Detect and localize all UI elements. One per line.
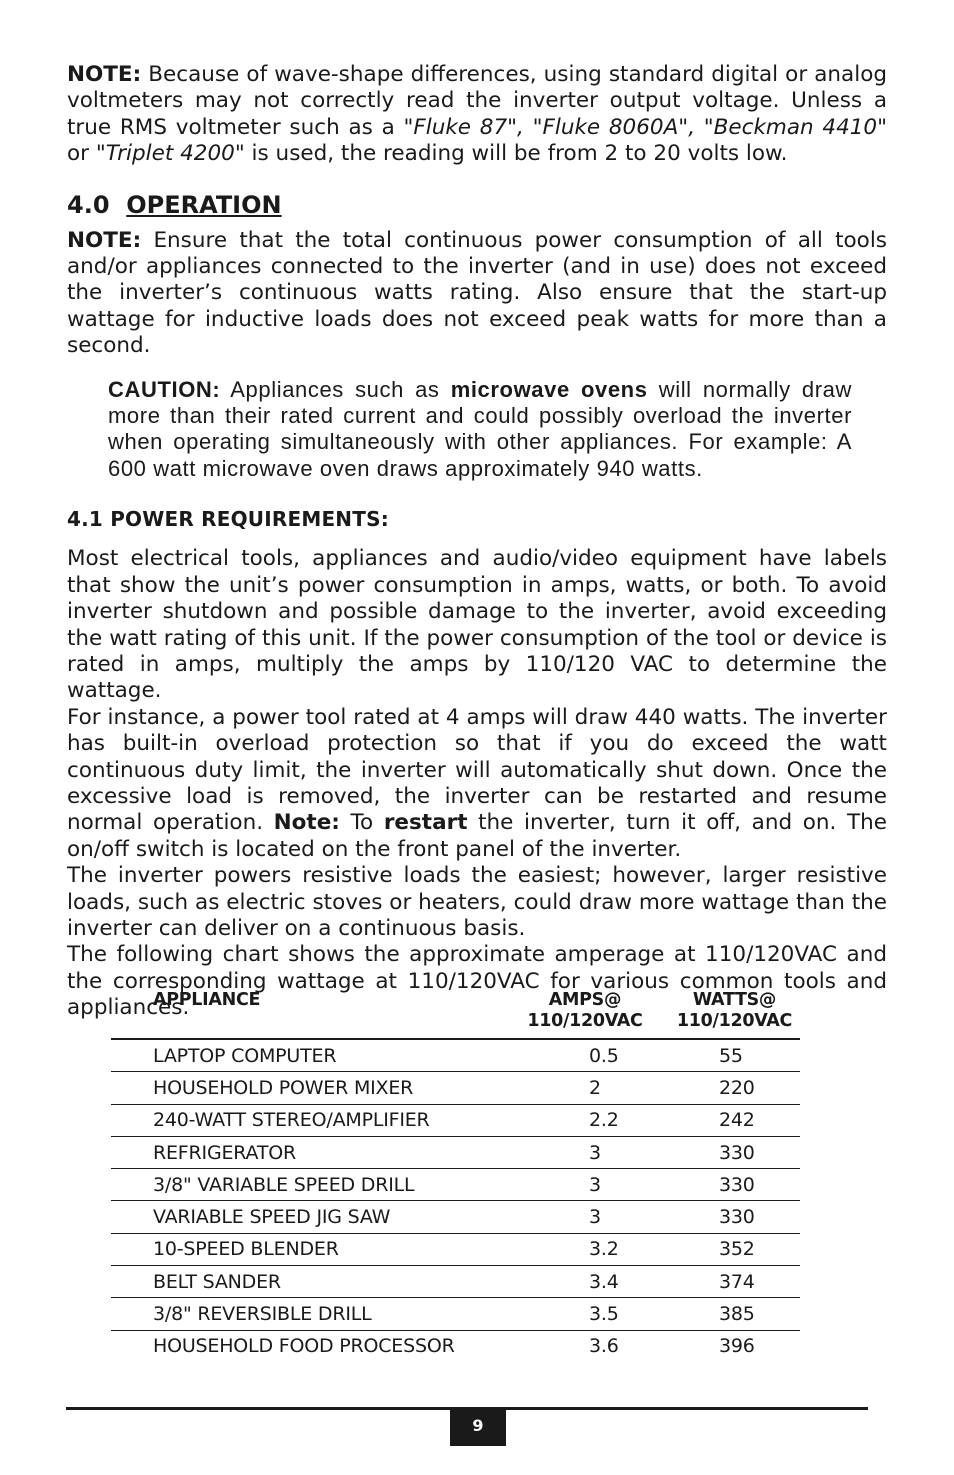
cell-amps: 3.5 <box>501 1298 669 1330</box>
paragraph-text: For instance, a power tool rated at 4 amps will draw 440 watts. The inverter has built-in overload protection so that if you do exceed the watt continuous duty limit, the inverter will automatically shut down. Once the excessive load is removed, the inverter can be restarted and resume normal operation. <box>67 704 887 836</box>
header-appliance: APPLIANCE <box>111 990 501 1039</box>
table-header-row <box>111 990 800 1039</box>
cell-amps: 3 <box>501 1169 669 1201</box>
paragraph-chart-intro: The following chart shows the approximate amperage at 110/120VAC and the corresponding wattage at 110/120VAC for various common tools and appliances. <box>67 942 887 1021</box>
table-row <box>111 1266 800 1298</box>
table-row <box>111 1072 800 1104</box>
cell-watts: 330 <box>669 1169 800 1201</box>
meter-model-last: "Triplet 4200" <box>95 141 245 167</box>
section-heading-power-requirements: 4.1 POWER REQUIREMENTS: <box>67 507 389 532</box>
cell-appliance: BELT SANDER <box>111 1266 501 1298</box>
caution-text: Appliances such as <box>220 376 451 402</box>
header-amps <box>501 990 669 1039</box>
page-content <box>67 62 887 1022</box>
cell-amps: 3 <box>501 1201 669 1233</box>
cell-appliance: HOUSEHOLD FOOD PROCESSOR <box>153 1335 455 1358</box>
paragraph-text-end: the inverter, turn it off, and on. The on/off switch is located on the front panel of the inverter. <box>67 810 887 862</box>
note-text-end: is used, the reading will be from 2 to 20 volts low. <box>244 141 788 167</box>
cell-watts: 374 <box>669 1266 800 1298</box>
appliance-table <box>111 990 800 1362</box>
cell-appliance: 3/8" REVERSIBLE DRILL <box>111 1298 501 1330</box>
note-power-consumption <box>67 228 887 360</box>
note-label: NOTE: <box>67 227 142 253</box>
cell-watts: 385 <box>669 1298 800 1330</box>
cell-appliance: 240-WATT STEREO/AMPLIFIER <box>111 1104 501 1136</box>
note-label: NOTE: <box>67 62 142 87</box>
table-row <box>111 1233 800 1265</box>
table-row <box>111 1136 800 1168</box>
table-row <box>111 1104 800 1136</box>
caution-label: CAUTION: <box>108 376 221 402</box>
section-heading-operation <box>67 190 887 220</box>
meter-models: "Fluke 87", "Fluke 8060A", "Beckman 4410" <box>403 114 887 140</box>
cell-watts: 330 <box>669 1136 800 1168</box>
cell-appliance: REFRIGERATOR <box>111 1136 501 1168</box>
note-or: or <box>67 141 96 167</box>
caution-emphasis: microwave ovens <box>450 376 648 402</box>
cell-amps: 0.5 <box>501 1039 669 1072</box>
cell-watts: 352 <box>669 1233 800 1265</box>
table-row <box>111 1201 800 1233</box>
cell-appliance: LAPTOP COMPUTER <box>111 1039 501 1072</box>
cell-amps: 3 <box>501 1136 669 1168</box>
header-amps-line2: 110/120VAC <box>527 1011 643 1031</box>
paragraph-resistive-loads: The inverter powers resistive loads the easiest; however, larger resistive loads, such as electric stoves or heaters, could draw more wattage than the inverter can deliver on a continuous basis. <box>67 863 887 941</box>
note-voltmeter <box>67 62 887 168</box>
cell-amps: 3.2 <box>501 1233 669 1265</box>
note-text: Because of wave-shape differences, using standard digital or analog voltmeters may not correctly read the inverter output voltage. Unless a true RMS voltmeter such as a <box>67 62 887 140</box>
table-row <box>111 1298 800 1330</box>
note-text: Ensure that the total continuous power consumption of all tools and/or appliances connected to the inverter (and in use) does not exceed the inverter’s continuous watts rating. Also ensure that the start-up wattage for inductive loads does not exceed peak watts for more than a second. <box>67 227 887 359</box>
cell-watts: 330 <box>669 1201 800 1233</box>
header-watts-line2: 110/120VAC <box>676 1011 793 1031</box>
cell-watts: 396 <box>719 1335 755 1358</box>
cell-amps: 2 <box>501 1072 669 1104</box>
cell-amps: 3.6 <box>589 1335 619 1358</box>
paragraph-overload <box>67 705 887 863</box>
paragraph-to: To <box>339 810 384 836</box>
cell-appliance: 3/8" VARIABLE SPEED DRILL <box>111 1169 501 1201</box>
table-row <box>111 1169 800 1201</box>
caution-block <box>108 377 852 483</box>
restart-emphasis: restart <box>383 810 468 836</box>
header-watts-line1: WATTS@ <box>692 990 777 1010</box>
paragraph-power-labels: Most electrical tools, appliances and audio/video equipment have labels that show the unit’s power consumption in amps, watts, or both. To avoid inverter shutdown and possible damage to the inverter, avoid exceeding the watt rating of this unit. If the power consumption of the tool or device is rated in amps, multiply the amps by 110/120 VAC to determine the wattage. <box>67 546 887 704</box>
cell-watts: 220 <box>669 1072 800 1104</box>
cell-appliance: HOUSEHOLD POWER MIXER <box>111 1072 501 1104</box>
cell-amps: 2.2 <box>501 1104 669 1136</box>
caution-text-end: will normally draw more than their rated current and could possibly overload the inverter when operating simultaneously with other appliances. For example: A 600 watt microwave oven draws approximately 940 watts. <box>108 376 852 481</box>
header-watts <box>669 990 800 1039</box>
cell-appliance: 10-SPEED BLENDER <box>111 1233 501 1265</box>
cell-appliance: VARIABLE SPEED JIG SAW <box>111 1201 501 1233</box>
header-amps-line1: AMPS@ <box>548 990 622 1010</box>
table-row <box>111 1039 800 1072</box>
note-label: Note: <box>273 810 340 836</box>
cell-watts: 55 <box>669 1039 800 1072</box>
table-row <box>111 1330 800 1362</box>
section-title: OPERATION <box>126 190 282 219</box>
cell-amps: 3.4 <box>501 1266 669 1298</box>
section-number: 4.0 <box>67 190 110 219</box>
page-number: 9 <box>450 1410 506 1446</box>
cell-watts: 242 <box>669 1104 800 1136</box>
